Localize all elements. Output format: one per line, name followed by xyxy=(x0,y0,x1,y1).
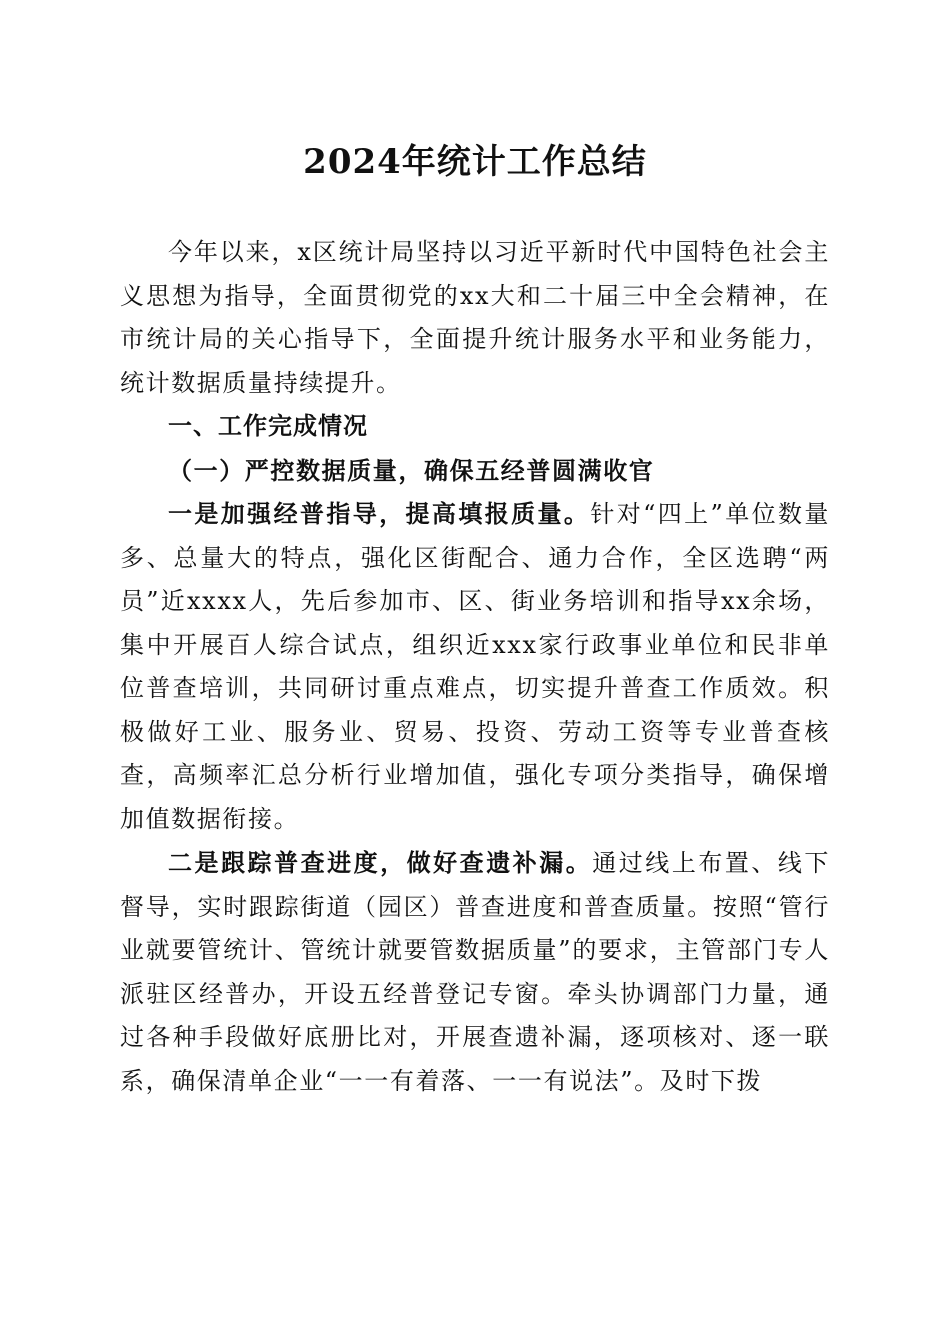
point-2-text: 通过线上布置、线下督导，实时跟踪街道（园区）普查进度和普查质量。按照“管行业就要管统计、管统计就要管数据质量”的要求，主管部门专人派驻区经普办，开设五经普登记专窗。牵头协调部门力量，通过各种手段做好底册比对，开展查遗补漏，逐项核对、逐一联系，确保清单企业“一一有着落、一一有说法”。及时下拨 xyxy=(120,849,830,1095)
intro-paragraph: 今年以来，x区统计局坚持以习近平新时代中国特色社会主义思想为指导，全面贯彻党的xx大和二十届三中全会精神，在市统计局的关心指导下，全面提升统计服务水平和业务能力，统计数据质量持续提升。 xyxy=(120,238,830,397)
point-2-paragraph xyxy=(120,841,830,1103)
document-body xyxy=(120,231,830,1103)
point-1-lead: 一是加强经普指导，提高填报质量。 xyxy=(168,499,591,528)
point-1-paragraph xyxy=(120,492,830,841)
section-heading: 一、工作完成情况 xyxy=(168,412,368,440)
subsection-heading: （一）严控数据质量，确保五经普圆满收官 xyxy=(168,455,655,485)
document-title: 2024年统计工作总结 xyxy=(303,142,647,182)
point-2-lead: 二是跟踪普查进度，做好查遗补漏。 xyxy=(168,848,593,877)
point-1-text: 针对“四上”单位数量多、总量大的特点，强化区街配合、通力合作，全区选聘“两员”近xxxx人，先后参加市、区、街业务培训和指导xx余场，集中开展百人综合试点，组织近xxx家行政事业单位和民非单位普查培训，共同研讨重点难点，切实提升普查工作质效。积极做好工业、服务业、贸易、投资、劳动工资等专业普查核查，高频率汇总分析行业增加值，强化专项分类指导，确保增加值数据衔接。 xyxy=(120,500,830,833)
